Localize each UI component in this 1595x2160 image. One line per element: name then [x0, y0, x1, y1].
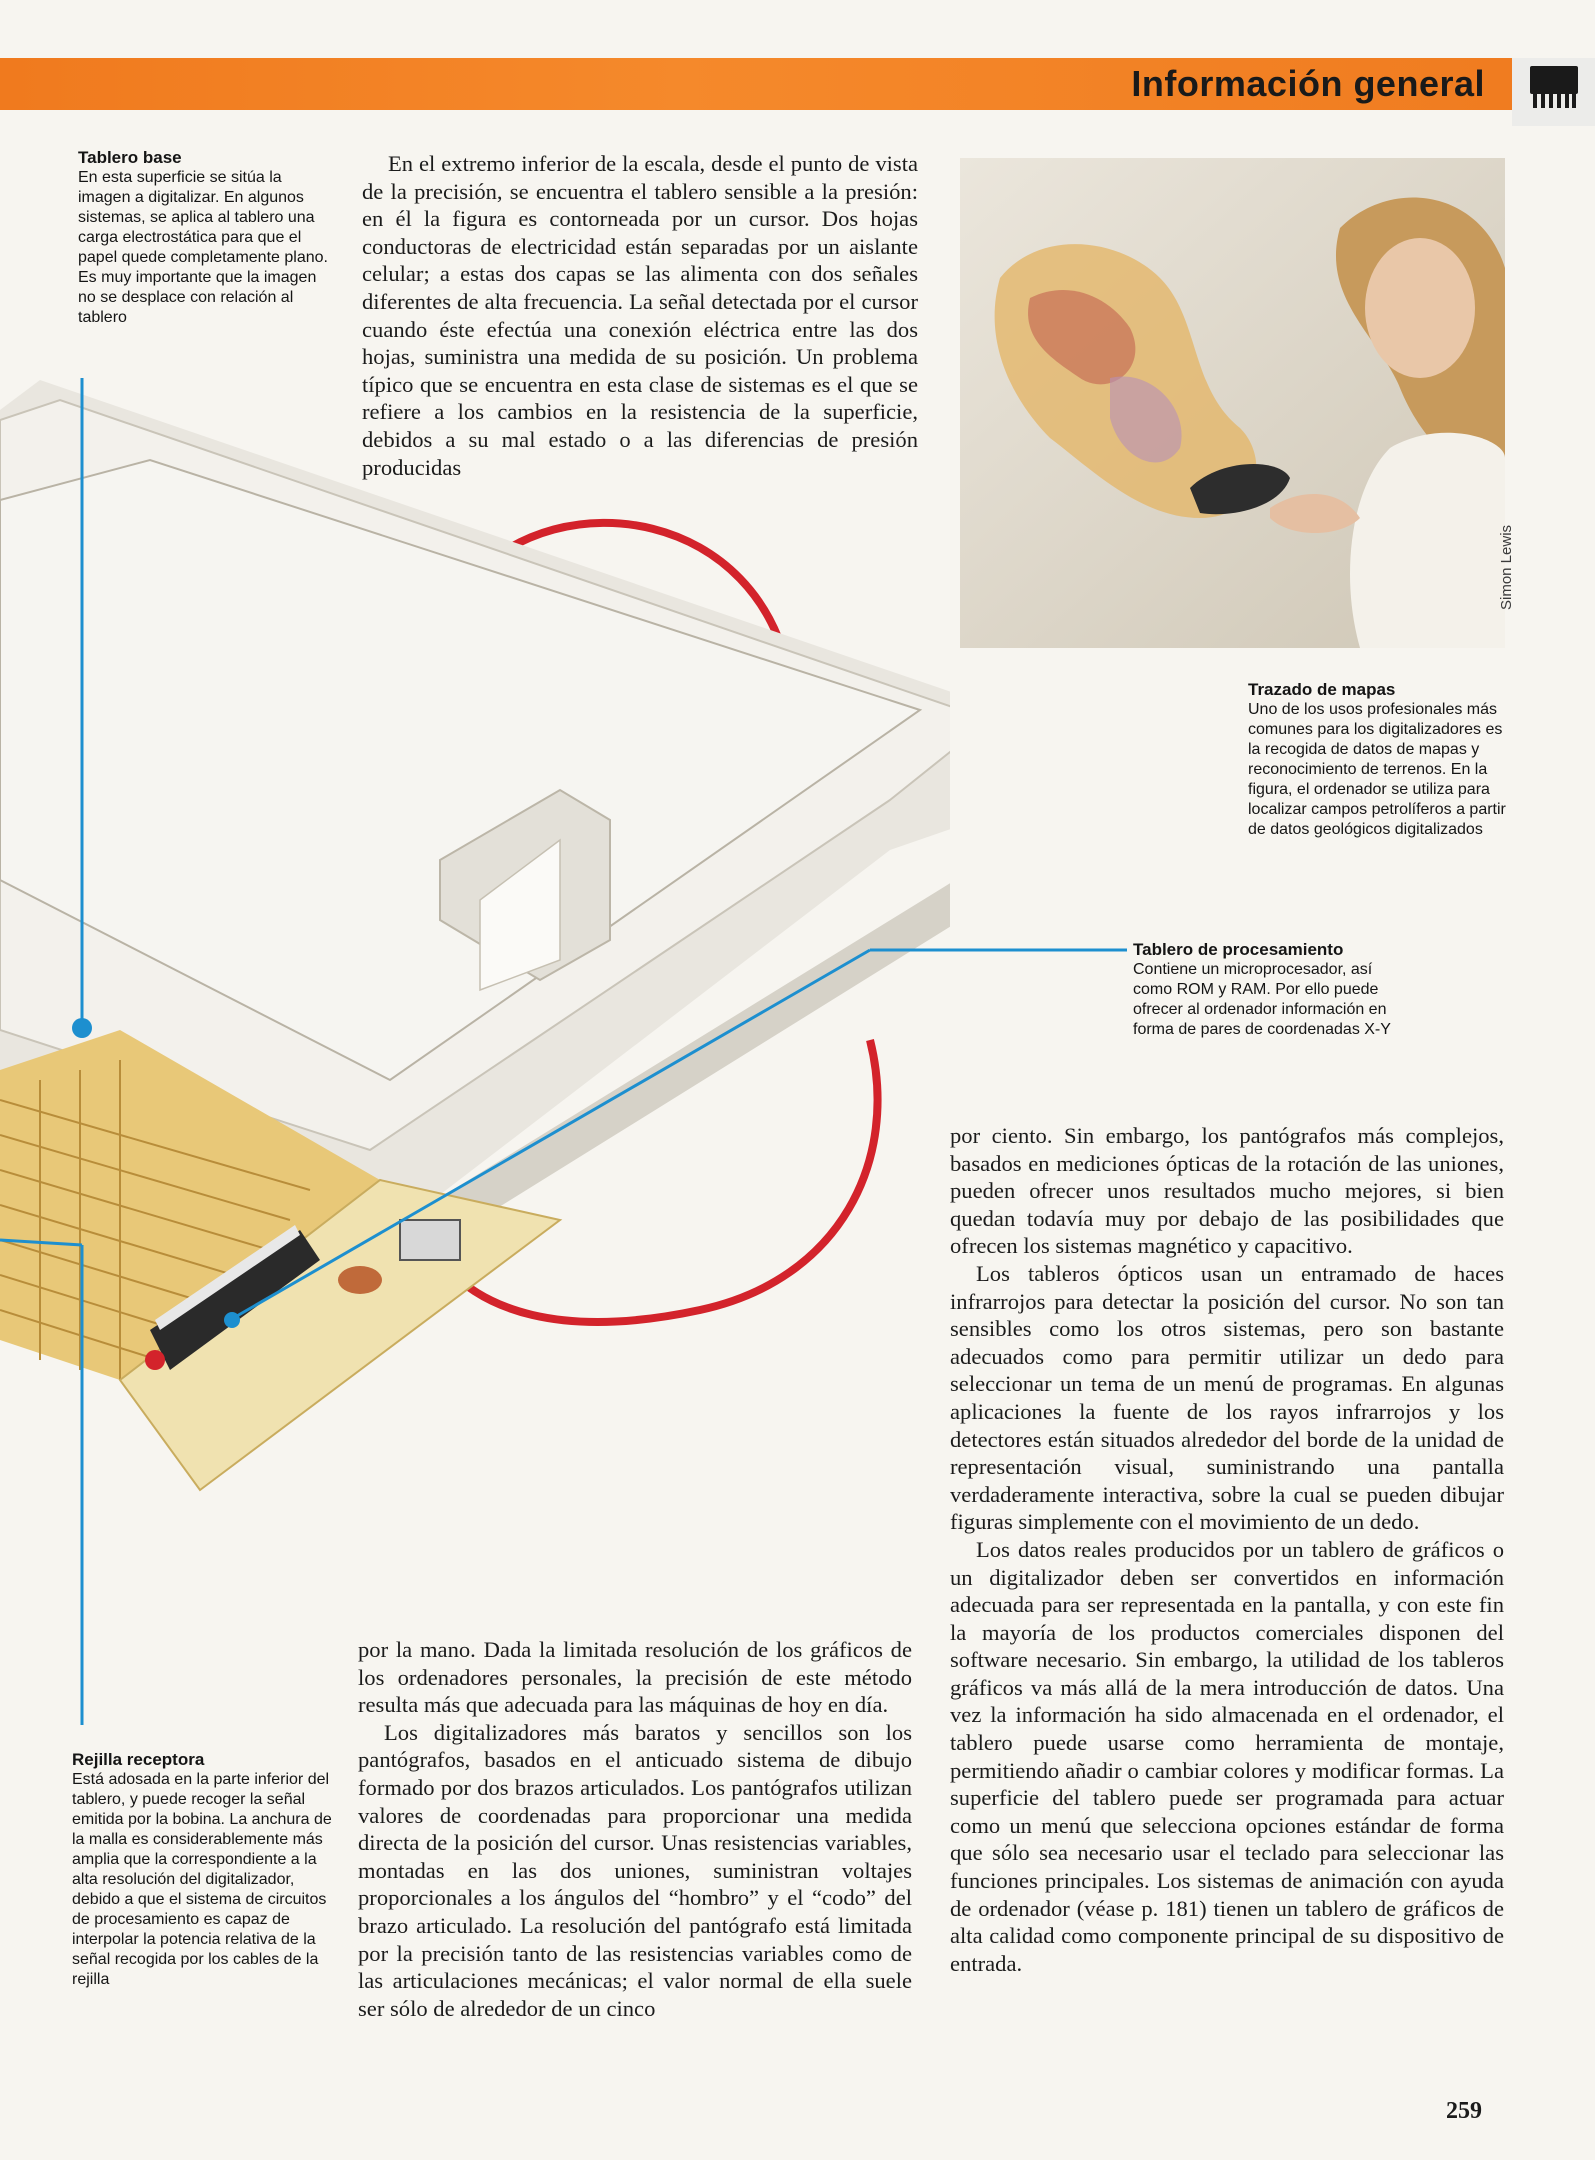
microchip-icon — [1512, 58, 1595, 126]
caption-body: Contiene un microprocesador, así como ROM y RAM. Por ello puede ofrecer al ordenador información en forma de pares de coordenadas X-Y — [1133, 961, 1391, 1038]
body-column-1-bottom — [358, 1636, 912, 2022]
caption-title: Trazado de mapas — [1248, 680, 1396, 699]
paragraph: Los datos reales producidos por un tablero de gráficos o un digitalizador deben ser convertidos en información adecuada para ser representada en la pantalla, y con este fin la mayoría de los productos comerciales disponen del software necesario. Sin embargo, la utilidad de los tableros gráficos va más allá de la mera introducción de datos. Una vez la información ha sido almacenada en el ordenador, el tablero puede usarse como herramienta de montaje, permitiendo añadir o cambiar colores y modificar formas. La superficie del tablero puede ser programada para actuar como un menú que selecciona opciones estándar de forma que sólo sea necesario usar el teclado para seleccionar las funciones principales. Los sistemas de animación con ayuda de ordenador (véase p. 181) tienen un tablero de gráficos de alta calidad como componente principal de su dispositivo de entrada. — [950, 1536, 1504, 1976]
caption-title: Rejilla receptora — [72, 1750, 205, 1769]
caption-rejilla-receptora — [72, 1750, 334, 1990]
caption-tablero-procesamiento — [1133, 940, 1395, 1040]
caption-tablero-base — [78, 148, 328, 328]
body-column-1-top — [362, 150, 918, 481]
photo-credit: Simon Lewis — [1498, 524, 1515, 610]
caption-body: Uno de los usos profesionales más comunes para los digitalizadores es la recogida de datos de mapas y reconocimiento de terrenos. En la figura, el ordenador se utiliza para localizar campos petrolíferos a partir de datos geológicos digitalizados — [1248, 701, 1506, 838]
page-number: 259 — [1446, 2098, 1482, 2124]
digitizer-tablet-illustration — [0, 380, 950, 1760]
caption-trazado-mapas — [1248, 680, 1506, 840]
caption-body: Está adosada en la parte inferior del tablero, y puede recoger la señal emitida por la bobina. La anchura de la malla es considerablemente más amplia que la correspondiente a la alta resolución del digitalizador, debido a que el sistema de circuitos de procesamiento es capaz de interpolar la potencia relativa de la señal recogida por los cables de la rejilla — [72, 1771, 332, 1988]
caption-title: Tablero de procesamiento — [1133, 940, 1344, 959]
caption-body: En esta superficie se sitúa la imagen a digitalizar. En algunos sistemas, se aplica al tablero una carga electrostática para que el papel quede completamente plano. Es muy importante que la imagen no se desplace con relación al tablero — [78, 169, 328, 326]
paragraph: por la mano. Dada la limitada resolución de los gráficos de los ordenadores personales, la precisión de este método resulta más que adecuada para las máquinas de hoy en día. — [358, 1637, 912, 1718]
connector — [400, 1220, 460, 1260]
map-digitizing-photo — [960, 158, 1505, 648]
section-title: Información general — [1131, 63, 1485, 104]
caption-title: Tablero base — [78, 148, 182, 167]
paragraph: Los digitalizadores más baratos y sencillos son los pantógrafos, basados en el anticuado sistema de dibujo formado por dos brazos articulados. Los pantógrafos utilizan valores de coordenadas para proporcionar una medida directa de la posición del cursor. Unas resistencias variables, montadas en las dos uniones, suministran voltajes proporcionales a los ángulos del “hombro” y el “codo” del brazo articulado. La resolución del pantógrafo está limitada por la precisión tanto de las resistencias variables como de las articulaciones mecánicas; el valor normal de ella suele ser sólo de alrededor de un cinco — [358, 1719, 912, 2021]
body-column-2 — [950, 1122, 1504, 1977]
paragraph: por ciento. Sin embargo, los pantógrafos más complejos, basados en mediciones ópticas de la rotación de las uniones, pueden ofrecer unos resultados mucho mejores, si bien quedan todavía muy por debajo de las posibilidades que ofrecen los sistemas magnético y capacitivo. — [950, 1123, 1504, 1259]
paragraph: Los tableros ópticos usan un entramado de haces infrarrojos para detectar la posición del cursor. No son tan sensibles como los otros sistemas, pero son bastante adecuados como para permitir utilizar un dedo para seleccionar un tema de un menú de programas. En algunas aplicaciones la fuente de los rayos infrarrojos y los detectores están situados alrededor del borde de la unidad de representación visual, suministrando una pantalla verdaderamente interactiva, sobre la cual se pueden dibujar figuras simplemente con el movimiento de un dedo. — [950, 1260, 1504, 1535]
paragraph: En el extremo inferior de la escala, desde el punto de vista de la precisión, se encuentra el tablero sensible a la presión: en él la figura es contorneada por un cursor. Dos hojas conductoras de electricidad están separadas por un aislante celular; a estas dos capas se las alimenta con dos señales diferentes de alta frecuencia. La señal detectada por el cursor cuando éste efectúa una conexión eléctrica entre las dos hojas, suministra una medida de su posición. Un problema típico que se encuentra en esta clase de sistemas es el que se refiere a los cambios en la resistencia de la superficie, debidos a su mal estado o a las diferencias de presión producidas — [362, 151, 918, 480]
